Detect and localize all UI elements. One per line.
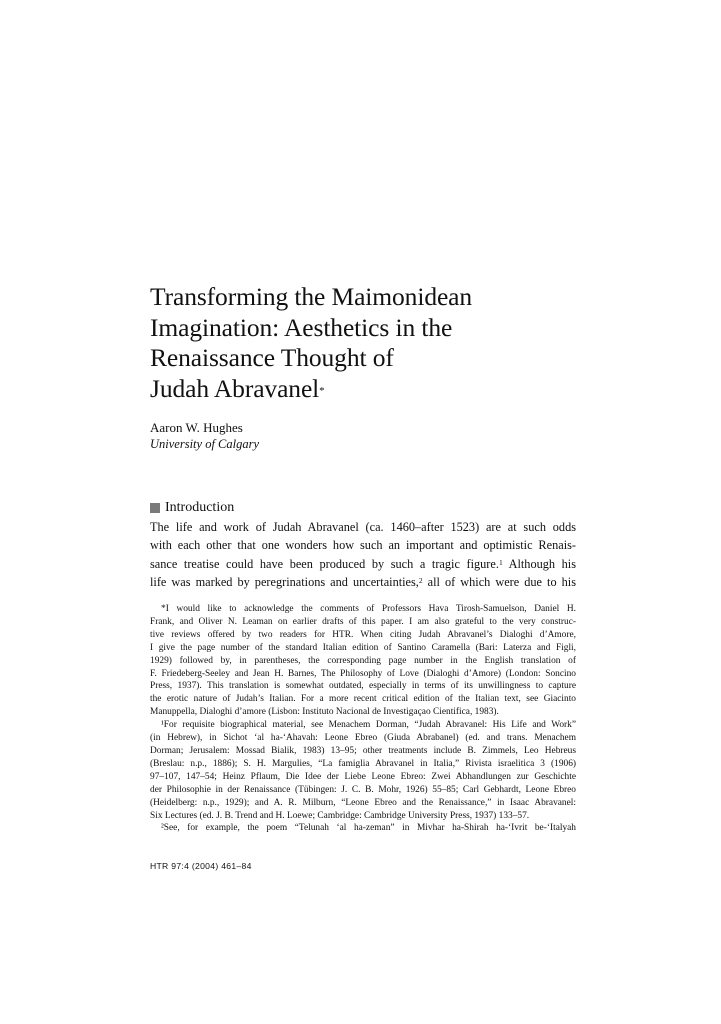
footnote-line: *I would like to acknowledge the comments of Professors Hava Tirosh-Samuelson, Daniel H. (161, 604, 576, 614)
footnote-line: der Philosophie in der Renaissance (Tübingen: J. C. B. Mohr, 1926) 55–85; Carl Gebhardt, Leone Ebreo (150, 784, 576, 795)
journal-citation: HTR 97:4 (2004) 461–84 (150, 861, 252, 871)
author-affiliation: University of Calgary (150, 437, 260, 451)
footnote-line: ¹For requisite biographical material, see Menachem Dorman, “Judah Abravanel: His Life and Work” (161, 720, 576, 731)
footnote-line: (in Hebrew), in Sichot ‘al ha-‘Ahavah: Leone Ebreo (Giuda Abrabanel) (ed. and trans. Menachem (150, 733, 576, 744)
footnote-line: Press, 1937). This translation is somewhat outdated, especially in terms of its unwillingness to capture (150, 681, 576, 692)
section-heading-text: Introduction (165, 500, 235, 515)
footnote-line: Frank, and Oliver N. Leaman on earlier drafts of this paper. I am also grateful to the very construc- (150, 616, 576, 627)
footnote-line: the erotic nature of Judah’s Italian. For a more recent critical edition of the Italian text, see Giacinto (150, 694, 576, 705)
footnote-line: Dorman; Jerusalem: Mossad Bialik, 1983) 13–95; other treatments include B. Zimmels, Leo Hebreus (150, 745, 576, 756)
footnote-ref: 2 (418, 576, 423, 586)
title-line: Transforming the Maimonidean (150, 282, 473, 311)
title-line-text: Judah Abravanel (150, 373, 320, 403)
footnote-line: Six Lectures (ed. J. B. Trend and H. Loewe; Cambridge: Cambridge University Press, 1937) 133–57. (150, 810, 530, 821)
footnote-line: tive reviews offered by two readers for HTR. When citing Judah Abravanel’s Dialoghi d’Amore, (150, 629, 576, 640)
body-line (150, 555, 576, 573)
author-name: Aaron W. Hughes (150, 420, 243, 435)
body-line: The life and work of Judah Abravanel (ca. 1460–after 1523) are at such odds (150, 520, 576, 534)
footnotes (150, 603, 576, 835)
footnote-line: (Breslau: n.p., 1886); S. H. Margulies, “La famiglia Abravanel in Italia,” Rivista israelitica 3 (1906) (150, 758, 576, 769)
body-line-tail: all of which were due to his (422, 575, 576, 590)
body-paragraph (150, 518, 576, 592)
footnote-line: 1929) followed by, in parentheses, the corresponding page number in the English translation of (150, 655, 576, 666)
footnote-line: 97–107, 147–54; Heinz Pflaum, Die Idee der Liebe Leone Ebreo: Zwei Abhandlungen zur Geschichte (150, 771, 576, 782)
footnote-line: Manuppella, Dialoghi d’amore (Lisbon: Instituto Nacional de Investigaçao Cientifica, 1983). (150, 707, 499, 718)
body-line-tail: Although his (502, 556, 576, 571)
title-line (150, 374, 590, 405)
title-line: Renaissance Thought of (150, 343, 394, 372)
title-line: Imagination: Aesthetics in the (150, 312, 453, 342)
square-bullet-icon (150, 503, 160, 513)
article-title (150, 282, 590, 404)
footnote-line: ²See, for example, the poem “Telunah ‘al ha-zeman” in Mivhar ha-Shirah ha-‘Ivrit be-‘Italyah (161, 823, 576, 834)
title-footnote-mark: * (319, 384, 325, 397)
footnote-line: F. Friedeberg-Seeley and Jean H. Barnes, The Philosophy of Love (Dialoghi d’Amore) (London: Soncino (150, 668, 576, 679)
body-line-text: sance treatise could have been produced by such a tragic figure. (150, 556, 499, 571)
body-line: with each other that one wonders how such an important and optimistic Renais- (150, 538, 576, 553)
body-line (150, 573, 576, 591)
section-heading (150, 499, 234, 517)
body-line-text: life was marked by peregrinations and uncertainties, (150, 575, 419, 590)
footnote-ref: 1 (498, 557, 503, 567)
footnote-line: I give the page number of the standard Italian edition of Santino Caramella (Bari: Laterza and Figli, (150, 642, 576, 653)
footnote-line: (Heidelberg: n.p., 1929); and A. R. Milburn, “Leone Ebreo and the Renaissance,” in Isaac Abravanel: (150, 797, 576, 808)
